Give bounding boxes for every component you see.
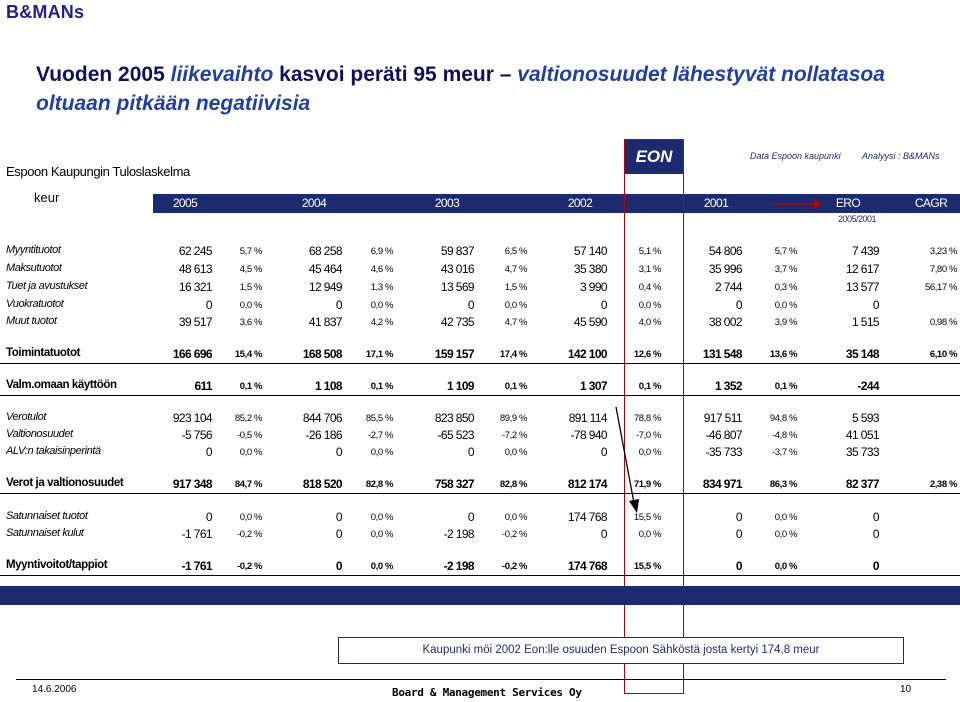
percent-cell: 0,0 % — [774, 300, 797, 311]
value-cell: 159 157 — [434, 347, 474, 361]
value-cell: 0 — [735, 559, 742, 573]
table-row-maksutuotot — [0, 262, 960, 278]
percent-cell: 15,4 % — [234, 349, 262, 360]
percent-cell: 0,0 % — [504, 447, 527, 458]
row-label: Vuokratuotot — [6, 298, 64, 310]
percent-cell: 4,6 % — [370, 264, 393, 275]
percent-cell: 0,0 % — [774, 561, 797, 572]
title-dash: – — [499, 63, 512, 86]
table-row-vuokratuotot — [0, 298, 960, 314]
row-label: Valtionosuudet — [6, 428, 73, 440]
value-cell: -46 807 — [705, 428, 742, 442]
percent-cell: 0,1 % — [774, 381, 797, 392]
row-label: Tuet ja avustukset — [6, 280, 88, 292]
value-cell: 35 996 — [708, 262, 742, 276]
value-cell: 917 511 — [703, 411, 742, 425]
value-cell: 1 307 — [579, 379, 607, 393]
percent-cell: 71,9 % — [633, 479, 661, 490]
value-cell: -2 198 — [443, 527, 474, 541]
percent-cell: 0,0 % — [370, 561, 393, 572]
value-cell: -65 523 — [437, 428, 474, 442]
percent-cell: -7,0 % — [635, 430, 661, 441]
title-part-2: kasvoi peräti 95 meur — [273, 63, 500, 86]
value-cell: 0 — [467, 298, 474, 312]
percent-cell: 0,0 % — [638, 447, 661, 458]
value-cell: 12 617 — [845, 262, 879, 276]
percent-cell: 1,3 % — [370, 282, 393, 293]
eon-label: EON — [625, 140, 683, 174]
value-cell: -5 756 — [181, 428, 212, 442]
percent-cell: 85,5 % — [365, 413, 393, 424]
percent-cell: 0,1 % — [370, 381, 393, 392]
row-label: ALV:n takaisinperintä — [6, 445, 101, 457]
eon-down-arrow-icon — [610, 405, 640, 515]
percent-cell: 0,0 % — [239, 512, 262, 523]
percent-cell: 2,38 % — [929, 479, 957, 490]
value-cell: 35 733 — [845, 445, 879, 459]
percent-cell: 0,3 % — [774, 282, 797, 293]
value-cell: 1 515 — [851, 315, 879, 329]
value-cell: 13 569 — [440, 280, 474, 294]
year-header-2001: 2001 — [703, 196, 729, 210]
value-cell: 142 100 — [567, 347, 607, 361]
value-cell: 0 — [205, 445, 212, 459]
eon-sale-note: Kaupunki möi 2002 Eon:lle osuuden Espoon Sähköstä josta kertyi 174,8 meur — [338, 637, 904, 664]
percent-cell: -4,8 % — [771, 430, 797, 441]
percent-cell: 82,8 % — [499, 479, 527, 490]
value-cell: 818 520 — [302, 477, 342, 491]
row-label: Verot ja valtionosuudet — [6, 477, 124, 489]
value-cell: 0 — [600, 527, 607, 541]
value-cell: 54 806 — [708, 244, 742, 258]
percent-cell: 0,0 % — [370, 447, 393, 458]
table-row-valm-omaan-käyttöön — [0, 379, 960, 396]
value-cell: 611 — [194, 379, 212, 393]
year-header-2002: 2002 — [567, 196, 593, 210]
table-row-satunnaiset-kulut — [0, 527, 960, 543]
value-cell: 758 327 — [434, 477, 474, 491]
percent-cell: 6,10 % — [929, 349, 957, 360]
value-cell: 131 548 — [702, 347, 742, 361]
title-highlight-2: valtionosuudet lähestyvät nollatasoa oltuaan pitkään negatiivisia — [36, 63, 885, 115]
value-cell: -1 761 — [181, 527, 212, 541]
value-cell: 48 613 — [178, 262, 212, 276]
percent-cell: 5,7 % — [239, 246, 262, 257]
value-cell: 45 464 — [308, 262, 342, 276]
row-label: Toimintatuotot — [6, 347, 81, 359]
value-cell: 45 590 — [573, 315, 607, 329]
revenue-row-background — [0, 586, 960, 605]
year-header-2003: 2003 — [434, 196, 460, 210]
value-cell: 812 174 — [567, 477, 607, 491]
percent-cell: 4,7 % — [504, 264, 527, 275]
value-cell: -244 — [857, 379, 879, 393]
percent-cell: 0,1 % — [239, 381, 262, 392]
value-cell: 41 051 — [845, 428, 879, 442]
percent-cell: 85,2 % — [234, 413, 262, 424]
footer-organization: Board & Management Services Oy — [392, 686, 582, 699]
value-cell: 12 949 — [308, 280, 342, 294]
percent-cell: 15,5 % — [633, 561, 661, 572]
value-cell: 0 — [735, 527, 742, 541]
percent-cell: 0,0 % — [370, 529, 393, 540]
value-cell: 174 768 — [567, 510, 607, 524]
value-cell: 0 — [467, 510, 474, 524]
value-cell: 38 002 — [708, 315, 742, 329]
value-cell: 891 114 — [568, 411, 607, 425]
percent-cell: 4,7 % — [504, 317, 527, 328]
row-label: Maksutuotot — [6, 262, 62, 274]
percent-cell: 4,0 % — [638, 317, 661, 328]
value-cell: 59 837 — [440, 244, 474, 258]
value-cell: 1 352 — [714, 379, 742, 393]
value-cell: 1 108 — [314, 379, 342, 393]
percent-cell: -0,5 % — [236, 430, 262, 441]
table-row-muut-tuotot — [0, 315, 960, 331]
year-header-2005: 2005 — [172, 196, 198, 210]
brand-logo: B&MANs — [6, 2, 85, 22]
value-cell: 844 706 — [302, 411, 342, 425]
percent-cell: -0,2 % — [501, 561, 527, 572]
unit-label: keur — [34, 190, 60, 205]
footer-divider — [16, 679, 946, 680]
percent-cell: 94,8 % — [769, 413, 797, 424]
ero-arrow-icon — [772, 197, 822, 211]
data-source-label: Data Espoon kaupunki — [750, 151, 841, 161]
percent-cell: 0,1 % — [504, 381, 527, 392]
value-cell: 2 744 — [714, 280, 742, 294]
title-part-1: Vuoden 2005 — [36, 63, 171, 86]
value-cell: 0 — [872, 298, 879, 312]
value-cell: 0 — [205, 510, 212, 524]
value-cell: 0 — [335, 559, 342, 573]
percent-cell: 0,0 % — [370, 300, 393, 311]
year-header-2004: 2004 — [301, 196, 327, 210]
table-row-valtionosuudet — [0, 428, 960, 444]
cagr-header: CAGR — [914, 196, 948, 210]
table-row-satunnaiset-tuotot — [0, 510, 960, 526]
value-cell: 16 321 — [178, 280, 212, 294]
percent-cell: 1,5 % — [239, 282, 262, 293]
value-cell: 5 593 — [851, 411, 879, 425]
percent-cell: 3,23 % — [929, 246, 957, 257]
footer-date: 14.6.2006 — [32, 684, 77, 695]
row-label: Muut tuotot — [6, 315, 57, 327]
percent-cell: 12,6 % — [633, 349, 661, 360]
percent-cell: -2,7 % — [367, 430, 393, 441]
table-row-toimintatuotot — [0, 347, 960, 364]
percent-cell: 0,0 % — [504, 512, 527, 523]
table-row-verotulot — [0, 411, 960, 427]
percent-cell: 0,0 % — [239, 447, 262, 458]
percent-cell: 4,2 % — [370, 317, 393, 328]
row-label: Valm.omaan käyttöön — [6, 379, 117, 391]
value-cell: 923 104 — [172, 411, 212, 425]
row-label: Verotulot — [6, 411, 47, 423]
percent-cell: 15,5 % — [633, 512, 661, 523]
value-cell: 0 — [872, 527, 879, 541]
value-cell: 0 — [872, 510, 879, 524]
value-cell: 62 245 — [178, 244, 212, 258]
value-cell: 0 — [735, 298, 742, 312]
value-cell: 0 — [735, 510, 742, 524]
table-row-myyntituotot — [0, 244, 960, 260]
table-row-myyntivoitot-tappiot — [0, 559, 960, 576]
percent-cell: 0,0 % — [638, 300, 661, 311]
percent-cell: 5,7 % — [774, 246, 797, 257]
percent-cell: 13,6 % — [769, 349, 797, 360]
value-cell: 166 696 — [172, 347, 212, 361]
value-cell: 0 — [335, 510, 342, 524]
value-cell: -35 733 — [705, 445, 742, 459]
percent-cell: 0,0 % — [504, 300, 527, 311]
value-cell: 42 735 — [440, 315, 474, 329]
percent-cell: 6,9 % — [370, 246, 393, 257]
row-label: Satunnaiset tuotot — [6, 510, 88, 522]
value-cell: 0 — [205, 298, 212, 312]
value-cell: 0 — [467, 445, 474, 459]
value-cell: 1 109 — [446, 379, 474, 393]
value-cell: 68 258 — [308, 244, 342, 258]
percent-cell: 4,5 % — [239, 264, 262, 275]
value-cell: 35 380 — [573, 262, 607, 276]
percent-cell: 86,3 % — [769, 479, 797, 490]
percent-cell: 0,98 % — [929, 317, 957, 328]
table-row-tuet-ja-avustukset — [0, 280, 960, 296]
percent-cell: 0,0 % — [638, 529, 661, 540]
percent-cell: 0,0 % — [774, 529, 797, 540]
analysis-label: Analyysi : B&MANs — [862, 151, 940, 161]
percent-cell: 5,1 % — [638, 246, 661, 257]
value-cell: 834 971 — [702, 477, 742, 491]
ero-period-label: 2005/2001 — [837, 214, 877, 224]
percent-cell: 17,4 % — [499, 349, 527, 360]
value-cell: 41 837 — [308, 315, 342, 329]
page-number: 10 — [900, 684, 912, 695]
percent-cell: -0,2 % — [236, 561, 262, 572]
percent-cell: 17,1 % — [365, 349, 393, 360]
value-cell: 823 850 — [434, 411, 474, 425]
value-cell: 57 140 — [573, 244, 607, 258]
slide-title — [36, 60, 936, 118]
ero-header: ERO — [835, 196, 861, 210]
percent-cell: 0,1 % — [638, 381, 661, 392]
percent-cell: 3,1 % — [638, 264, 661, 275]
value-cell: 35 148 — [845, 347, 879, 361]
value-cell: 0 — [335, 445, 342, 459]
percent-cell: 1,5 % — [504, 282, 527, 293]
percent-cell: 56,17 % — [924, 282, 957, 293]
value-cell: 917 348 — [172, 477, 212, 491]
percent-cell: -7,2 % — [501, 430, 527, 441]
percent-cell: 0,0 % — [239, 300, 262, 311]
percent-cell: -0,2 % — [501, 529, 527, 540]
row-label: Satunnaiset kulut — [6, 527, 84, 539]
value-cell: 39 517 — [178, 315, 212, 329]
value-cell: 0 — [600, 445, 607, 459]
value-cell: 43 016 — [440, 262, 474, 276]
percent-cell: -3,7 % — [771, 447, 797, 458]
value-cell: 0 — [872, 559, 879, 573]
value-cell: 82 377 — [845, 477, 879, 491]
percent-cell: 6,5 % — [504, 246, 527, 257]
value-cell: 0 — [335, 298, 342, 312]
value-cell: 174 768 — [567, 559, 607, 573]
percent-cell: 78,8 % — [633, 413, 661, 424]
percent-cell: -0,2 % — [236, 529, 262, 540]
percent-cell: 3,6 % — [239, 317, 262, 328]
percent-cell: 3,9 % — [774, 317, 797, 328]
table-row-verot-ja-valtionosuudet — [0, 477, 960, 494]
percent-cell: 3,7 % — [774, 264, 797, 275]
row-label: Myyntivoitot/tappiot — [6, 559, 108, 571]
percent-cell: 0,0 % — [370, 512, 393, 523]
row-label: Myyntituotot — [6, 244, 61, 256]
value-cell: 3 990 — [579, 280, 607, 294]
value-cell: 7 439 — [851, 244, 879, 258]
value-cell: 0 — [600, 298, 607, 312]
value-cell: -26 186 — [305, 428, 342, 442]
percent-cell: 89,9 % — [499, 413, 527, 424]
value-cell: -78 940 — [570, 428, 607, 442]
percent-cell: 84,7 % — [234, 479, 262, 490]
sheet-title: Espoon Kaupungin Tuloslaskelma — [6, 164, 190, 179]
percent-cell: 0,4 % — [638, 282, 661, 293]
title-highlight-1: liikevaihto — [170, 63, 274, 86]
percent-cell: 82,8 % — [365, 479, 393, 490]
value-cell: 0 — [335, 527, 342, 541]
value-cell: 13 577 — [845, 280, 879, 294]
table-row-alv-n-takaisinperintä — [0, 445, 960, 461]
value-cell: 168 508 — [302, 347, 342, 361]
value-cell: -1 761 — [181, 559, 212, 573]
percent-cell: 0,0 % — [774, 512, 797, 523]
value-cell: -2 198 — [443, 559, 474, 573]
percent-cell: 7,80 % — [929, 264, 957, 275]
